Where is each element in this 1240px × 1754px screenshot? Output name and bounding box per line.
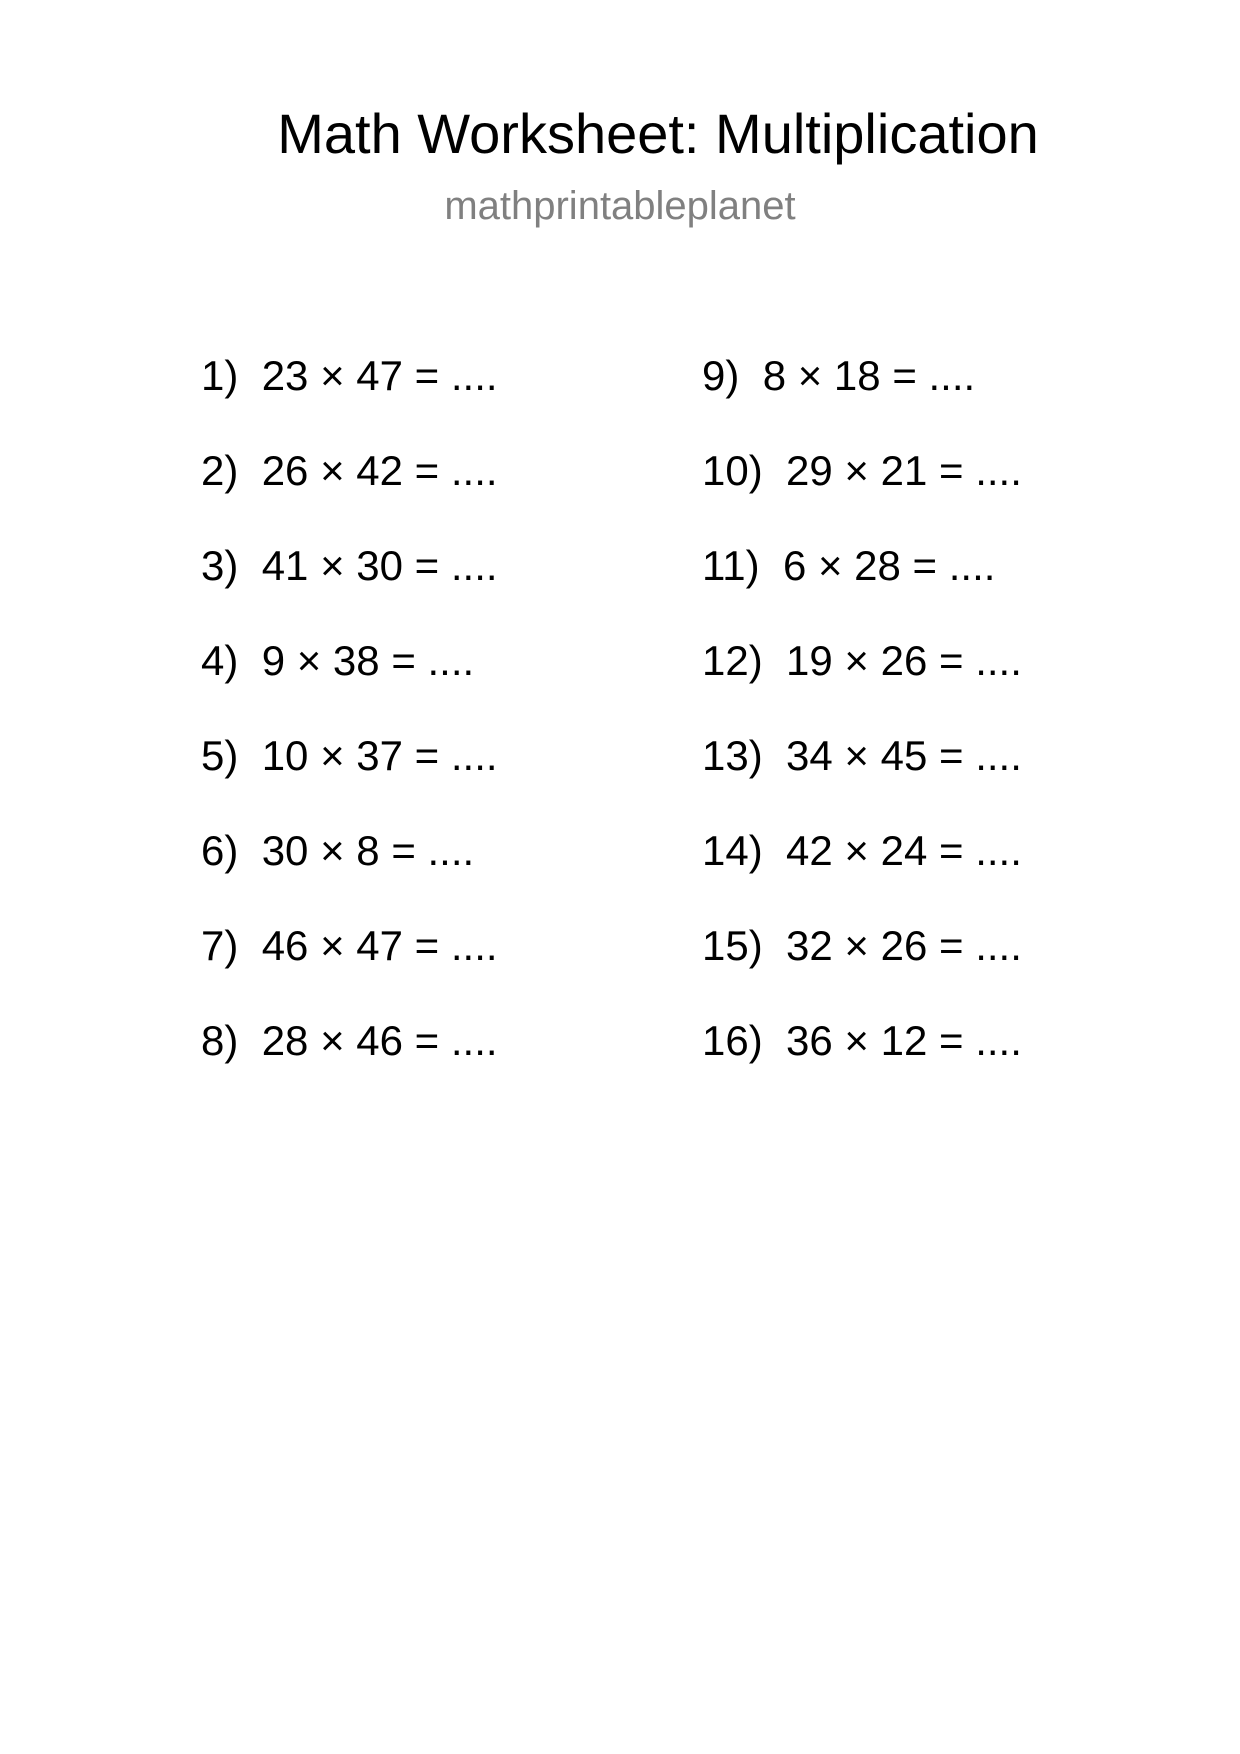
problem-item bbox=[201, 346, 498, 441]
problem-item bbox=[702, 441, 1022, 536]
problem-number: 9) bbox=[702, 352, 740, 399]
problem-number: 1) bbox=[201, 352, 239, 399]
problem-expression: 6 × 28 = .... bbox=[782, 542, 996, 589]
problem-column-right bbox=[702, 346, 1022, 1106]
problem-number: 12) bbox=[702, 637, 763, 684]
problem-number: 2) bbox=[201, 447, 239, 494]
problem-expression: 10 × 37 = .... bbox=[261, 732, 498, 779]
problem-number: 5) bbox=[201, 732, 239, 779]
problem-item bbox=[201, 726, 498, 821]
site-name-subtitle: mathprintableplanet bbox=[444, 184, 796, 228]
problem-expression: 19 × 26 = .... bbox=[786, 637, 1022, 684]
problem-number: 15) bbox=[702, 922, 763, 969]
problem-number: 3) bbox=[201, 542, 239, 589]
problem-item bbox=[702, 726, 1022, 821]
problem-expression: 30 × 8 = .... bbox=[261, 827, 475, 874]
problem-number: 11) bbox=[702, 542, 760, 589]
problem-number: 14) bbox=[702, 827, 763, 874]
problem-item bbox=[702, 536, 1022, 631]
problem-expression: 8 × 18 = .... bbox=[762, 352, 976, 399]
problem-item bbox=[702, 346, 1022, 441]
problem-expression: 41 × 30 = .... bbox=[261, 542, 498, 589]
problem-expression: 34 × 45 = .... bbox=[786, 732, 1022, 779]
problem-expression: 9 × 38 = .... bbox=[261, 637, 475, 684]
problem-item bbox=[702, 1011, 1022, 1106]
problem-expression: 46 × 47 = .... bbox=[261, 922, 498, 969]
problem-item bbox=[702, 916, 1022, 1011]
problem-number: 7) bbox=[201, 922, 239, 969]
problem-item bbox=[201, 821, 498, 916]
problem-item bbox=[201, 1011, 498, 1106]
problem-item bbox=[702, 631, 1022, 726]
problem-expression: 23 × 47 = .... bbox=[261, 352, 498, 399]
problem-item bbox=[201, 631, 498, 726]
problem-number: 6) bbox=[201, 827, 239, 874]
problem-item bbox=[201, 536, 498, 631]
problem-number: 4) bbox=[201, 637, 239, 684]
problem-item bbox=[201, 441, 498, 536]
problem-number: 16) bbox=[702, 1017, 763, 1064]
problem-number: 13) bbox=[702, 732, 763, 779]
problem-item bbox=[201, 916, 498, 1011]
problem-expression: 32 × 26 = .... bbox=[786, 922, 1022, 969]
page-title: Math Worksheet: Multiplication bbox=[277, 102, 1039, 165]
problem-expression: 29 × 21 = .... bbox=[786, 447, 1022, 494]
problem-expression: 36 × 12 = .... bbox=[786, 1017, 1022, 1064]
problem-expression: 42 × 24 = .... bbox=[786, 827, 1022, 874]
problem-number: 8) bbox=[201, 1017, 239, 1064]
problem-expression: 26 × 42 = .... bbox=[261, 447, 498, 494]
problem-column-left bbox=[201, 346, 498, 1106]
problem-item bbox=[702, 821, 1022, 916]
problem-expression: 28 × 46 = .... bbox=[261, 1017, 498, 1064]
problem-number: 10) bbox=[702, 447, 763, 494]
